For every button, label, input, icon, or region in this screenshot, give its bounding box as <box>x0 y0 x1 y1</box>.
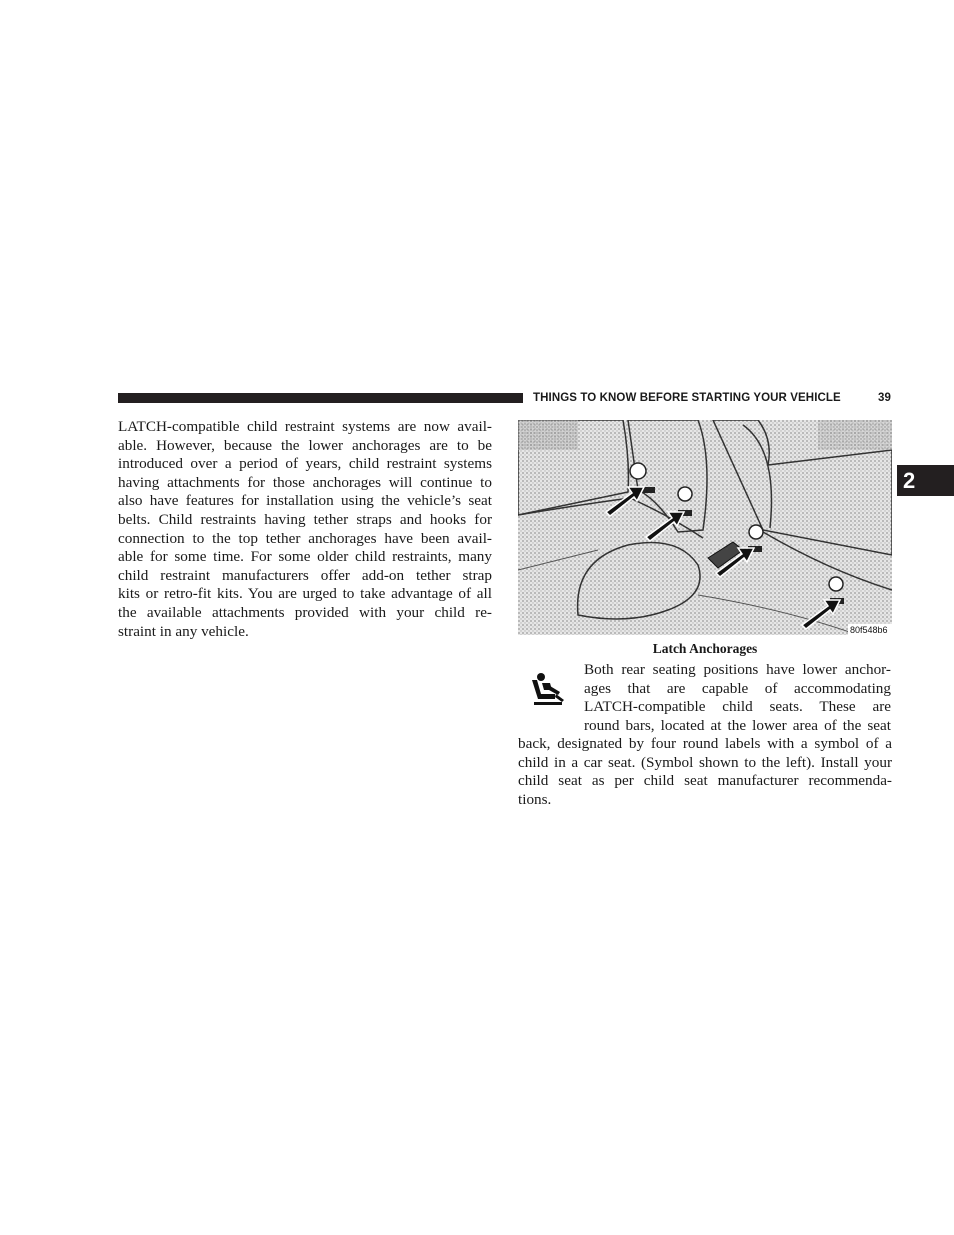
chapter-tab: 2 <box>897 465 954 496</box>
line: LATCH-compatible child restraint systems are now avail- <box>118 418 492 435</box>
line: tions. <box>518 790 552 808</box>
page-number: 39 <box>878 392 891 404</box>
line: back, designated by four round labels with a symbol of a <box>518 735 892 752</box>
line: round bars, located at the lower area of the seat <box>584 716 891 734</box>
line: kits or retro-fit kits. You are urged to take advantage of all <box>118 585 492 603</box>
line: the available attachments provided with your child re- <box>118 603 492 621</box>
line: belts. Child restraints having tether straps and hooks for <box>118 510 492 528</box>
line: able. However, because the lower anchorages are to be <box>118 436 492 454</box>
line: having attachments for those anchorages will continue to <box>118 473 492 491</box>
latch-anchorages-illustration <box>518 420 892 635</box>
line: also have features for installation using the vehicle’s seat <box>118 492 492 510</box>
image-code: 80f548b6 <box>850 625 888 635</box>
left-column-paragraph <box>118 418 492 641</box>
line: connection to the top tether anchorages have been avail- <box>118 529 492 547</box>
section-title: THINGS TO KNOW BEFORE STARTING YOUR VEHICLE <box>533 392 841 404</box>
header-rule <box>118 393 523 403</box>
line: introduced over a period of years, child restraint systems <box>118 455 492 473</box>
line: straint in any vehicle. <box>118 622 249 640</box>
running-header <box>533 390 891 406</box>
line: able for some time. For some older child restraints, many <box>118 548 492 566</box>
right-paragraph-continued <box>518 735 892 809</box>
line: LATCH-compatible child seats. These are <box>584 698 891 716</box>
line: ages that are capable of accommodating <box>584 679 891 697</box>
child-seat-icon <box>528 672 568 708</box>
figure-caption: Latch Anchorages <box>652 641 758 656</box>
right-paragraph-intro <box>584 661 891 735</box>
line: child in a car seat. (Symbol shown to the left). Install your <box>518 753 892 771</box>
line: Both rear seating positions have lower anchor- <box>584 661 891 678</box>
seat-drawing <box>518 420 892 635</box>
line: child restraint manufacturers offer add-on tether strap <box>118 566 492 584</box>
line: child seat as per child seat manufacturer recommenda- <box>518 772 892 790</box>
